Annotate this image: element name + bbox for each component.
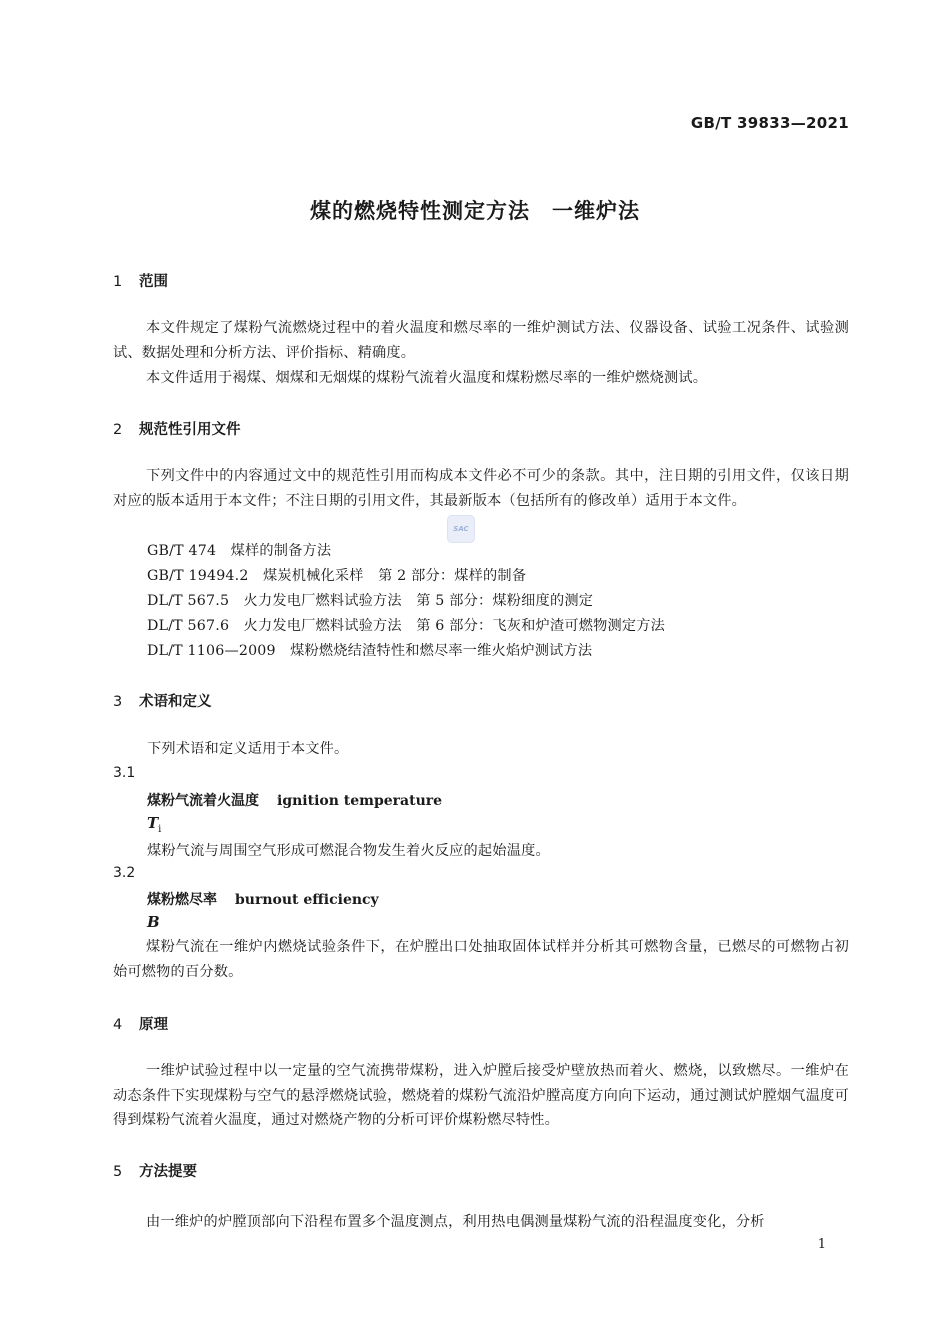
section-2-paragraph-1: 下列文件中的内容通过文中的规范性引用而构成本文件必不可少的条款。其中，注日期的引用文件，仅该日期对应的版本适用于本文件；不注日期的引用文件，其最新版本（包括所有的修改单）适用于本文件。 bbox=[113, 468, 849, 509]
document-number: GB/T 39833—2021 bbox=[690, 114, 849, 132]
term-heading bbox=[147, 790, 442, 810]
term-heading bbox=[147, 889, 379, 909]
section-1-paragraph-1: 本文件规定了煤粉气流燃烧过程中的着火温度和燃尽率的一维炉测试方法、仪器设备、试验工况条件、试验测试、数据处理和分析方法、评价指标、精确度。 bbox=[113, 320, 849, 361]
term-english: burnout efficiency bbox=[235, 892, 379, 908]
page-number: 1 bbox=[817, 1237, 826, 1252]
section-title: 范围 bbox=[139, 274, 168, 290]
section-1-heading bbox=[113, 270, 168, 291]
term-chinese: 煤粉气流着火温度 bbox=[147, 793, 259, 809]
section-4-heading bbox=[113, 1013, 168, 1034]
section-5-heading bbox=[113, 1160, 197, 1181]
term-symbol bbox=[147, 814, 161, 835]
term-definition: 煤粉气流在一维炉内燃烧试验条件下，在炉膛出口处抽取固体试样并分析其可燃物含量，已燃尽的可燃物占初始可燃物的百分数。 bbox=[113, 939, 849, 980]
symbol-letter: T bbox=[147, 814, 159, 832]
section-title: 方法提要 bbox=[139, 1164, 197, 1180]
section-2-heading bbox=[113, 418, 241, 439]
section-3-paragraph-1: 下列术语和定义适用于本文件。 bbox=[147, 741, 349, 757]
section-title: 规范性引用文件 bbox=[139, 422, 241, 438]
section-number: 3 bbox=[113, 694, 123, 710]
term-number: 3.2 bbox=[113, 865, 136, 881]
reference-item: DL/T 567.6 火力发电厂燃料试验方法 第 6 部分：飞灰和炉渣可燃物测定方法 bbox=[147, 618, 666, 634]
term-english: ignition temperature bbox=[277, 793, 443, 809]
section-title: 术语和定义 bbox=[139, 694, 212, 710]
section-5-paragraph-1: 由一维炉的炉膛顶部向下沿程布置多个温度测点，利用热电偶测量煤粉气流的沿程温度变化，分析 bbox=[146, 1214, 765, 1230]
term-chinese: 煤粉燃尽率 bbox=[147, 892, 217, 908]
reference-item: DL/T 567.5 火力发电厂燃料试验方法 第 5 部分：煤粉细度的测定 bbox=[147, 593, 594, 609]
section-title: 原理 bbox=[139, 1017, 168, 1033]
term-symbol bbox=[147, 913, 160, 931]
symbol-letter: B bbox=[147, 913, 160, 931]
reference-item: DL/T 1106—2009 煤粉燃烧结渣特性和燃尽率一维火焰炉测试方法 bbox=[147, 643, 593, 659]
section-number: 1 bbox=[113, 274, 123, 290]
section-1-paragraph-2: 本文件适用于褐煤、烟煤和无烟煤的煤粉气流着火温度和煤粉燃尽率的一维炉燃烧测试。 bbox=[146, 370, 708, 386]
symbol-subscript: i bbox=[158, 824, 162, 835]
term-number: 3.1 bbox=[113, 765, 136, 781]
section-number: 5 bbox=[113, 1164, 123, 1180]
reference-item: GB/T 474 煤样的制备方法 bbox=[147, 543, 332, 559]
section-number: 4 bbox=[113, 1017, 123, 1033]
document-title: 煤的燃烧特性测定方法 一维炉法 bbox=[310, 199, 640, 223]
sac-watermark-logo: SAC bbox=[447, 515, 475, 543]
section-4-paragraph-1: 一维炉试验过程中以一定量的空气流携带煤粉，进入炉膛后接受炉壁放热而着火、燃烧，以致燃尽。一维炉在动态条件下实现煤粉与空气的悬浮燃烧试验，燃烧着的煤粉气流沿炉膛高度方向向下运动，通过测试炉膛烟气温度可得到煤粉气流着火温度，通过对燃烧产物的分析可评价煤粉燃尽特性。 bbox=[113, 1063, 849, 1129]
section-number: 2 bbox=[113, 422, 123, 438]
term-definition: 煤粉气流与周围空气形成可燃混合物发生着火反应的起始温度。 bbox=[147, 843, 550, 859]
reference-item: GB/T 19494.2 煤炭机械化采样 第 2 部分：煤样的制备 bbox=[147, 568, 527, 584]
section-3-heading bbox=[113, 690, 212, 711]
